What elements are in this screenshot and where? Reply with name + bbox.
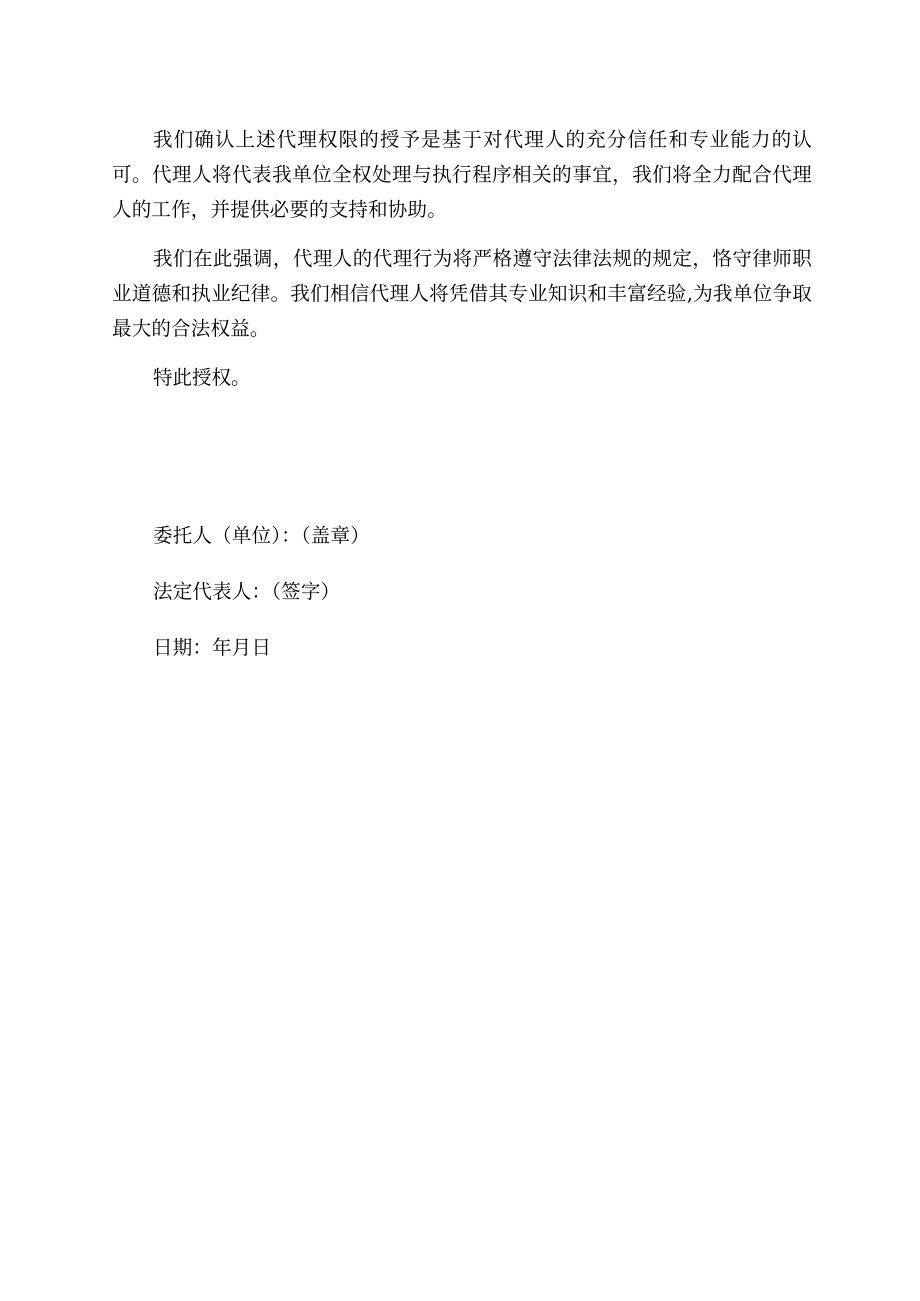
principal-line: 委托人（单位）：（盖章）	[153, 524, 370, 547]
legal-representative-line: 法定代表人：（签字）	[153, 580, 341, 603]
paragraph-emphasis: 我们在此强调，代理人的代理行为将严格遵守法律法规的规定，恪守律师职业道德和执业纪律。我们相信代理人将凭借其专业知识和丰富经验,为我单位争取最大的合法权益。	[112, 247, 812, 340]
date-line: 日期：年月日	[153, 636, 272, 659]
document-body	[112, 122, 812, 395]
signature-block	[153, 518, 753, 686]
paragraph-confirmation: 我们确认上述代理权限的授予是基于对代理人的充分信任和专业能力的认可。代理人将代表我单位全权处理与执行程序相关的事宜，我们将全力配合代理人的工作，并提供必要的支持和协助。	[112, 128, 812, 221]
closing-statement: 特此授权。	[153, 366, 251, 389]
